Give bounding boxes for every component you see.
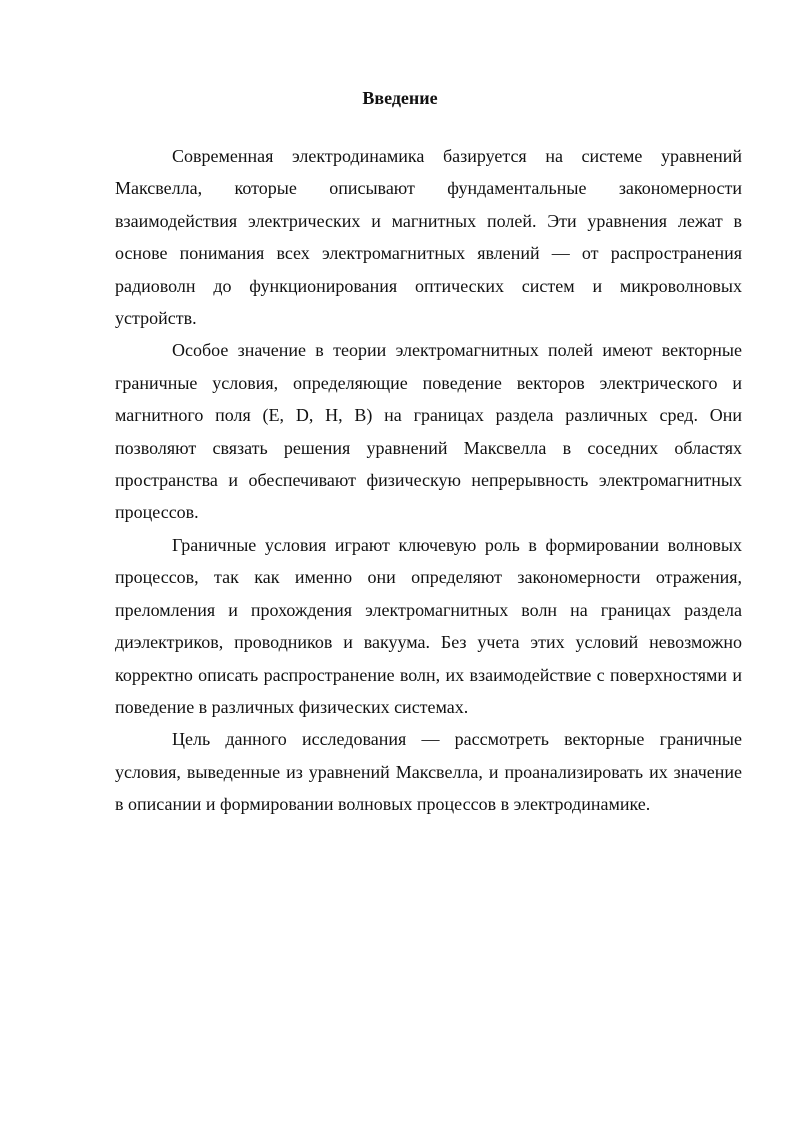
page-title: Введение — [362, 88, 438, 109]
paragraph: Особое значение в теории электромагнитных полей имеют векторные граничные условия, определяющие поведение векторов электрического и магнитного поля (E, D, H, B) на границах раздела различных сред. Они позволяют связать решения уравнений Максвелла в соседних областях пространства и обеспечивают физическую непрерывность электромагнитных процессов. — [115, 340, 742, 523]
paragraph: Граничные условия играют ключевую роль в формировании волновых процессов, так как именно они определяют закономерности отражения, преломления и прохождения электромагнитных волн на границах раздела диэлектриков, проводников и вакуума. Без учета этих условий невозможно корректно описать распространение волн, их взаимодействие с поверхностями и поведение в различных физических системах. — [115, 534, 742, 717]
paragraph: Современная электродинамика базируется на системе уравнений Максвелла, которые описывают фундаментальные закономерности взаимодействия электрических и магнитных полей. Эти уравнения лежат в основе понимания всех электромагнитных явлений — от распространения радиоволн до функционирования оптических систем и микроволновых устройств. — [115, 146, 742, 329]
paragraph: Цель данного исследования — рассмотреть векторные граничные условия, выведенные из уравнений Максвелла, и проанализировать их значение в описании и формировании волновых процессов в электродинамике. — [115, 729, 742, 815]
document-body — [115, 140, 742, 821]
